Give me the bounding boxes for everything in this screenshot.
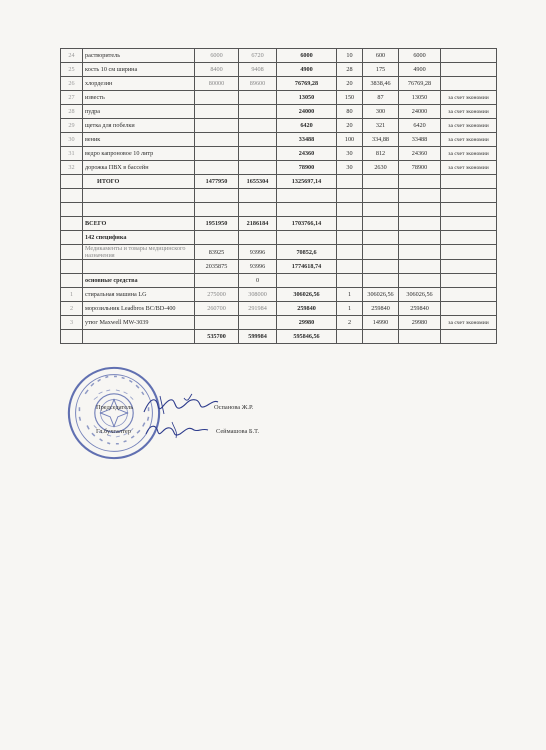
empty-cell bbox=[363, 274, 399, 288]
summary-row bbox=[61, 217, 497, 231]
row-number: 2 bbox=[61, 302, 83, 316]
chairman-name: Оспанова Ж.Р. bbox=[214, 404, 254, 411]
plan-amount: 535700 bbox=[195, 330, 239, 344]
empty-cell bbox=[337, 231, 363, 245]
actual-amount: 6000 bbox=[277, 49, 337, 63]
row-number bbox=[61, 217, 83, 231]
fixed-assets-label: основные средства bbox=[83, 274, 195, 288]
table-row bbox=[61, 288, 497, 302]
item-name: ведро капроновое 10 литр bbox=[83, 147, 195, 161]
quantity: 1 bbox=[337, 288, 363, 302]
summary-label: ИТОГО bbox=[83, 175, 195, 189]
quantity: 2 bbox=[337, 316, 363, 330]
line-sum: 33488 bbox=[399, 133, 441, 147]
funding-note bbox=[441, 302, 497, 316]
empty-cell bbox=[83, 189, 195, 203]
empty-cell bbox=[195, 274, 239, 288]
row-number bbox=[61, 245, 83, 260]
actual-amount: 24000 bbox=[277, 105, 337, 119]
plan-amount-vat bbox=[239, 147, 277, 161]
funding-note bbox=[441, 77, 497, 91]
unit-price: 259840 bbox=[363, 302, 399, 316]
item-name: стиральная машина LG bbox=[83, 288, 195, 302]
empty-cell bbox=[337, 274, 363, 288]
empty-cell bbox=[363, 217, 399, 231]
row-number: 28 bbox=[61, 105, 83, 119]
zero-value: 0 bbox=[239, 274, 277, 288]
empty-cell bbox=[337, 260, 363, 274]
plan-amount: 260700 bbox=[195, 302, 239, 316]
empty-cell bbox=[277, 274, 337, 288]
plan-amount-vat bbox=[239, 161, 277, 175]
table-row bbox=[61, 63, 497, 77]
table-row bbox=[61, 302, 497, 316]
line-sum: 24000 bbox=[399, 105, 441, 119]
actual-amount: 78900 bbox=[277, 161, 337, 175]
row-number: 32 bbox=[61, 161, 83, 175]
empty-cell bbox=[441, 231, 497, 245]
fixed-assets-row bbox=[61, 274, 497, 288]
quantity: 80 bbox=[337, 105, 363, 119]
plan-amount-vat bbox=[239, 133, 277, 147]
empty-cell bbox=[441, 330, 497, 344]
empty-cell bbox=[441, 245, 497, 260]
plan-amount: 1951950 bbox=[195, 217, 239, 231]
actual-amount: 306026,56 bbox=[277, 288, 337, 302]
quantity: 30 bbox=[337, 147, 363, 161]
actual-amount: 6420 bbox=[277, 119, 337, 133]
empty-cell bbox=[337, 203, 363, 217]
unit-price: 812 bbox=[363, 147, 399, 161]
item-name: щетка для побелки bbox=[83, 119, 195, 133]
empty-cell bbox=[363, 203, 399, 217]
empty-cell bbox=[399, 245, 441, 260]
plan-amount-vat: 308000 bbox=[239, 288, 277, 302]
empty-cell bbox=[337, 189, 363, 203]
empty-cell bbox=[337, 217, 363, 231]
item-name: утюг Maxwell MW-3039 bbox=[83, 316, 195, 330]
table-row bbox=[61, 133, 497, 147]
funding-note bbox=[441, 63, 497, 77]
empty-cell bbox=[441, 217, 497, 231]
empty-cell bbox=[441, 274, 497, 288]
goods-rows bbox=[61, 49, 497, 344]
plan-amount bbox=[195, 91, 239, 105]
actual-amount: 24360 bbox=[277, 147, 337, 161]
row-number: 30 bbox=[61, 133, 83, 147]
plan-amount-vat: 291984 bbox=[239, 302, 277, 316]
chairman-signature bbox=[140, 392, 220, 418]
empty-cell bbox=[337, 330, 363, 344]
plan-amount-vat: 93996 bbox=[239, 260, 277, 274]
funding-note: за счет экономии bbox=[441, 105, 497, 119]
row-number bbox=[61, 274, 83, 288]
empty-cell bbox=[441, 203, 497, 217]
item-name: известь bbox=[83, 91, 195, 105]
plan-amount bbox=[195, 161, 239, 175]
empty-cell bbox=[195, 203, 239, 217]
item-name: дорожка ПВХ в бассейн bbox=[83, 161, 195, 175]
actual-amount: 259840 bbox=[277, 302, 337, 316]
plan-amount-vat: 6720 bbox=[239, 49, 277, 63]
quantity: 150 bbox=[337, 91, 363, 105]
table-row bbox=[61, 77, 497, 91]
actual-amount: 4900 bbox=[277, 63, 337, 77]
empty-cell bbox=[277, 189, 337, 203]
quantity: 10 bbox=[337, 49, 363, 63]
budget-table bbox=[60, 48, 497, 344]
actual-amount: 76769,28 bbox=[277, 77, 337, 91]
empty-cell bbox=[399, 274, 441, 288]
row-number: 24 bbox=[61, 49, 83, 63]
quantity: 1 bbox=[337, 302, 363, 316]
row-number bbox=[61, 175, 83, 189]
item-name: пудра bbox=[83, 105, 195, 119]
empty-cell bbox=[337, 175, 363, 189]
plan-amount-vat: 93996 bbox=[239, 245, 277, 260]
summary-label: ВСЕГО bbox=[83, 217, 195, 231]
funding-note: за счет экономии bbox=[441, 316, 497, 330]
funding-note bbox=[441, 49, 497, 63]
unit-price: 600 bbox=[363, 49, 399, 63]
empty-cell bbox=[399, 231, 441, 245]
chairman-role: Председатель bbox=[96, 404, 134, 411]
actual-amount: 1325697,14 bbox=[277, 175, 337, 189]
row-number bbox=[61, 260, 83, 274]
unit-price: 2630 bbox=[363, 161, 399, 175]
table-row bbox=[61, 49, 497, 63]
empty-cell bbox=[399, 203, 441, 217]
item-name: веник bbox=[83, 133, 195, 147]
item-name: кость 10 см ширина bbox=[83, 63, 195, 77]
empty-cell bbox=[441, 260, 497, 274]
empty-cell bbox=[239, 203, 277, 217]
plan-amount: 1477950 bbox=[195, 175, 239, 189]
empty-cell bbox=[363, 231, 399, 245]
actual-amount: 595846,56 bbox=[277, 330, 337, 344]
row-number: 3 bbox=[61, 316, 83, 330]
quantity: 30 bbox=[337, 161, 363, 175]
item-name: морозильник Leadbros BC/BD-400 bbox=[83, 302, 195, 316]
funding-note: за счет экономии bbox=[441, 133, 497, 147]
plan-amount bbox=[195, 316, 239, 330]
actual-amount: 70852,6 bbox=[277, 245, 337, 260]
quantity: 100 bbox=[337, 133, 363, 147]
line-sum: 29980 bbox=[399, 316, 441, 330]
spec-label: 142 специфика bbox=[83, 231, 195, 245]
item-name: хлордезин bbox=[83, 77, 195, 91]
line-sum: 24360 bbox=[399, 147, 441, 161]
plan-amount-vat bbox=[239, 316, 277, 330]
accountant-name: Сеймашова Б.Т. bbox=[216, 428, 260, 435]
row-number bbox=[61, 330, 83, 344]
table-row bbox=[61, 316, 497, 330]
line-sum: 6000 bbox=[399, 49, 441, 63]
actual-amount: 33488 bbox=[277, 133, 337, 147]
empty-cell bbox=[195, 231, 239, 245]
plan-amount-vat bbox=[239, 105, 277, 119]
empty-cell bbox=[61, 189, 83, 203]
funding-note: за счет экономии bbox=[441, 147, 497, 161]
empty-cell bbox=[363, 175, 399, 189]
funding-note: за счет экономии bbox=[441, 91, 497, 105]
line-sum: 6420 bbox=[399, 119, 441, 133]
empty-cell bbox=[363, 245, 399, 260]
item-name: растворитель bbox=[83, 49, 195, 63]
unit-price: 87 bbox=[363, 91, 399, 105]
empty-cell bbox=[239, 231, 277, 245]
empty-cell bbox=[399, 189, 441, 203]
actual-amount: 13050 bbox=[277, 91, 337, 105]
unit-price: 306026,56 bbox=[363, 288, 399, 302]
spec-row bbox=[61, 231, 497, 245]
table-row bbox=[61, 91, 497, 105]
plan-amount: 83925 bbox=[195, 245, 239, 260]
empty-cell bbox=[195, 189, 239, 203]
plan-amount: 2035875 bbox=[195, 260, 239, 274]
plan-amount: 80000 bbox=[195, 77, 239, 91]
empty-cell bbox=[399, 260, 441, 274]
plan-amount: 8400 bbox=[195, 63, 239, 77]
row-number: 31 bbox=[61, 147, 83, 161]
plan-amount-vat bbox=[239, 119, 277, 133]
empty-cell bbox=[83, 260, 195, 274]
row-number: 29 bbox=[61, 119, 83, 133]
table-row bbox=[61, 147, 497, 161]
summary-row bbox=[61, 175, 497, 189]
plan-amount-vat: 89600 bbox=[239, 77, 277, 91]
empty-row bbox=[61, 189, 497, 203]
unit-price: 300 bbox=[363, 105, 399, 119]
funding-note: за счет экономии bbox=[441, 161, 497, 175]
empty-cell bbox=[399, 330, 441, 344]
plan-amount: 275000 bbox=[195, 288, 239, 302]
table-row bbox=[61, 161, 497, 175]
empty-cell bbox=[363, 330, 399, 344]
empty-cell bbox=[83, 203, 195, 217]
line-sum: 4900 bbox=[399, 63, 441, 77]
plan-amount-vat: 2186184 bbox=[239, 217, 277, 231]
row-number: 25 bbox=[61, 63, 83, 77]
empty-cell bbox=[277, 231, 337, 245]
actual-amount: 1774618,74 bbox=[277, 260, 337, 274]
plan-amount bbox=[195, 133, 239, 147]
unit-price: 175 bbox=[363, 63, 399, 77]
row-number: 1 bbox=[61, 288, 83, 302]
line-sum: 259840 bbox=[399, 302, 441, 316]
plan-amount-vat: 9408 bbox=[239, 63, 277, 77]
med-label: Медикаменты и товары медицинского назначения bbox=[83, 245, 195, 260]
quantity: 20 bbox=[337, 77, 363, 91]
plan-amount: 6000 bbox=[195, 49, 239, 63]
plan-amount-vat: 599984 bbox=[239, 330, 277, 344]
empty-cell bbox=[363, 189, 399, 203]
unit-price: 14990 bbox=[363, 316, 399, 330]
line-sum: 13050 bbox=[399, 91, 441, 105]
funding-note bbox=[441, 288, 497, 302]
funding-note: за счет экономии bbox=[441, 119, 497, 133]
unit-price: 3838,46 bbox=[363, 77, 399, 91]
row-number: 27 bbox=[61, 91, 83, 105]
table-row bbox=[61, 119, 497, 133]
empty-cell bbox=[399, 217, 441, 231]
actual-amount: 1703766,14 bbox=[277, 217, 337, 231]
plan-amount-vat: 1655304 bbox=[239, 175, 277, 189]
subtotal-row bbox=[61, 260, 497, 274]
plan-amount-vat bbox=[239, 91, 277, 105]
empty-cell bbox=[277, 203, 337, 217]
empty-cell bbox=[61, 203, 83, 217]
assets-total-row bbox=[61, 330, 497, 344]
empty-cell bbox=[441, 189, 497, 203]
row-number bbox=[61, 231, 83, 245]
quantity: 20 bbox=[337, 119, 363, 133]
empty-row bbox=[61, 203, 497, 217]
empty-cell bbox=[399, 175, 441, 189]
empty-cell bbox=[441, 175, 497, 189]
plan-amount bbox=[195, 105, 239, 119]
unit-price: 334,88 bbox=[363, 133, 399, 147]
empty-cell bbox=[363, 260, 399, 274]
plan-amount bbox=[195, 147, 239, 161]
line-sum: 306026,56 bbox=[399, 288, 441, 302]
table-row bbox=[61, 105, 497, 119]
med-row bbox=[61, 245, 497, 260]
accountant-role: Гл.бухгалтер bbox=[96, 428, 131, 435]
actual-amount: 29980 bbox=[277, 316, 337, 330]
quantity: 28 bbox=[337, 63, 363, 77]
line-sum: 78900 bbox=[399, 161, 441, 175]
line-sum: 76769,28 bbox=[399, 77, 441, 91]
empty-cell bbox=[337, 245, 363, 260]
accountant-signature bbox=[142, 418, 212, 442]
empty-cell bbox=[239, 189, 277, 203]
plan-amount bbox=[195, 119, 239, 133]
unit-price: 321 bbox=[363, 119, 399, 133]
empty-cell bbox=[83, 330, 195, 344]
row-number: 26 bbox=[61, 77, 83, 91]
